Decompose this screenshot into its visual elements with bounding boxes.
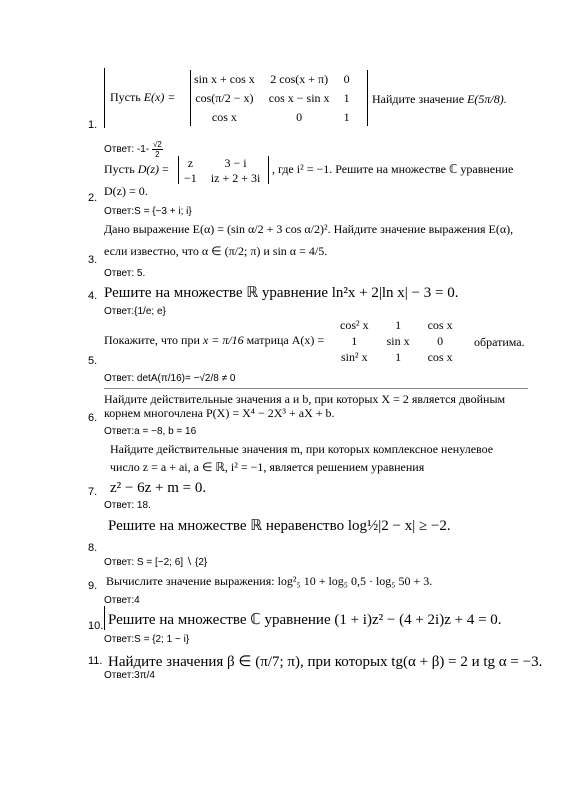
item1-left-bar xyxy=(104,68,105,128)
item10-line1: Решите на множестве ℂ уравнение (1 + i)z² − (4 + 2i)z + 4 = 0. xyxy=(108,612,502,628)
answer: Ответ:{1/e; e} xyxy=(104,306,166,317)
item1-text: Пусть E(x) = xyxy=(110,90,176,104)
item-number: 4. xyxy=(88,290,98,302)
item1-matrix: sin x + cos x 2 cos(x + π) 0 cos(π/2 − x) cos x − sin x 1 cos x 0 1 xyxy=(194,72,350,124)
item-number: 2. xyxy=(88,192,98,204)
item1-question: Найдите значение E(5π/8). xyxy=(372,92,507,106)
answer: Ответ: 5. xyxy=(104,268,146,279)
item5-line1d: обратима. xyxy=(474,335,525,349)
item2-line1: Пусть D(z) = xyxy=(104,162,169,176)
item2-matrix: z 3 − i −1 iz + 2 + 3i xyxy=(184,156,261,185)
item-number: 8. xyxy=(88,542,98,554)
item-number: 10. xyxy=(88,620,104,632)
item-number: 9. xyxy=(88,580,98,592)
answer: Ответ:S = {−3 + i; i} xyxy=(104,206,192,217)
answer: Ответ: 18. xyxy=(104,500,151,511)
item9-line1: Вычислите значение выражения: log²₅ 10 + log₅ 0,5 · log₅ 50 + 3. xyxy=(106,574,433,588)
item6-line2: корнем многочлена P(X) = X⁴ − 2X³ + aX + b. xyxy=(104,406,335,420)
item3-line2: если известно, что α ∈ (π/2; π) и sin α = 4/5. xyxy=(104,244,328,258)
answer: Ответ:S = {2; 1 − i} xyxy=(104,634,190,645)
item5-matrix: cos² x 1 cos x 1 sin x 0 sin² x 1 cos x xyxy=(340,318,453,364)
item2-det-left xyxy=(178,156,179,184)
item7-line2: число z = a + ai, a ∈ ℝ, i² = −1, является решением уравнения xyxy=(110,460,425,474)
item1-det-left xyxy=(190,70,191,126)
item7-line1: Найдите действительные значения m, при которых комплексное ненулевое xyxy=(110,442,494,456)
answer: Ответ: -1- $\frac{√2}{2}$ xyxy=(104,140,162,159)
item2-line2: D(z) = 0. xyxy=(104,184,148,198)
item2-det-right xyxy=(268,156,269,184)
item4-line1: Решите на множестве ℝ уравнение ln²x + 2|ln x| − 3 = 0. xyxy=(104,285,459,301)
item5-line1: Покажите, что при x = π/16 матрица A(x) = xyxy=(104,333,325,347)
item-number: 3. xyxy=(88,254,98,266)
answer: Ответ: detA(π/16)= −√2/8 ≠ 0 xyxy=(104,373,236,384)
item-number: 11. xyxy=(88,655,103,667)
answer: Ответ:a = −8, b = 16 xyxy=(104,426,197,437)
item10-left-bar xyxy=(104,606,105,630)
item2-line1b: , где i² = −1. Решите на множестве ℂ уравнение xyxy=(272,162,514,176)
item11-line1: Найдите значения β ∈ (π/7; π), при которых tg(α + β) = 2 и tg α = −3. xyxy=(108,654,543,670)
item-number: 7. xyxy=(88,486,98,498)
item1-det-right xyxy=(367,70,368,126)
answer: Ответ: S = [−2; 6] ∖ {2} xyxy=(104,557,208,568)
item3-line1: Дано выражение E(α) = (sin α/2 + 3 cos α/2)². Найдите значение выражения E(α), xyxy=(104,222,514,236)
separator xyxy=(104,388,528,389)
item6-line1: Найдите действительные значения a и b, при которых X = 2 является двойным xyxy=(104,392,506,406)
item7-line3: z² − 6z + m = 0. xyxy=(110,480,207,496)
item-number: 6. xyxy=(88,412,98,424)
answer: Ответ:3π/4 xyxy=(104,670,155,681)
answer: Ответ:4 xyxy=(104,595,140,606)
item-number: 1. xyxy=(88,119,98,131)
item8-line1: Решите на множестве ℝ неравенство log½|2 − x| ≥ −2. xyxy=(108,518,451,534)
item-number: 5. xyxy=(88,355,98,367)
